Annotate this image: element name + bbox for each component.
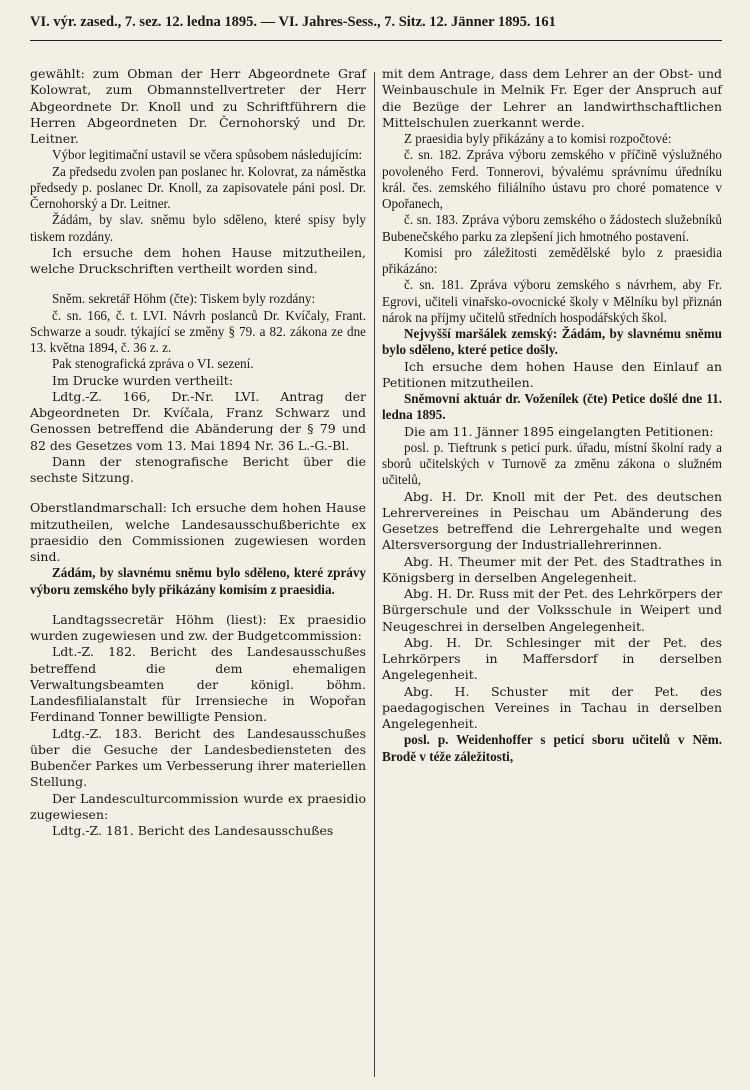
speaker-paragraph: Sněmovní aktuár dr. Voženílek (čte) Petice došlé dne 11. ledna 1895.	[382, 391, 722, 423]
paragraph: č. sn. 182. Zpráva výboru zemského v příčině výslužného povoleného Ferd. Tonnerovi, bývalému správnímu úředníku král. čes. zemského filiálního ústavu pro choré pomatence v Opořanech,	[382, 147, 722, 211]
paragraph: Abg. H. Schuster mit der Pet. des paedagogischen Vereines in Tachau in derselben Angelegenheit.	[382, 683, 722, 731]
paragraph: Der Landesculturcommission wurde ex praesidio zugewiesen:	[30, 790, 366, 822]
right-column	[382, 66, 722, 765]
speaker-paragraph: Sněm. sekretář Höhm (čte): Tiskem byly rozdány:	[52, 291, 316, 307]
paragraph: posl. p. Weidenhoffer s peticí sboru učitelů v Něm. Brodě v téže záležitosti,	[382, 732, 722, 764]
paragraph: Die am 11. Jänner 1895 eingelangten Petitionen:	[404, 423, 714, 439]
paragraph: Ich ersuche dem hohen Hause den Einlauf an Petitionen mitzutheilen.	[382, 358, 722, 390]
left-column	[30, 66, 366, 839]
paragraph: Z praesidia byly přikázány a to komisi rozpočtové:	[404, 131, 672, 146]
paragraph: Dann der stenografische Bericht über die sechste Sitzung.	[30, 453, 366, 485]
header-rule	[30, 40, 722, 41]
paragraph: mit dem Antrage, dass dem Lehrer an der Obst- und Weinbauschule in Melnik Fr. Eger der Anspruch auf die Bezüge der Lehrer an landwirthschaftlichen Mittelschulen zuerkannt werde.	[382, 66, 722, 130]
paragraph: Abg. H. Dr. Russ mit der Pet. des Lehrkörpers der Bürgerschule und der Volksschule in Weipert und Neugeschrei in derselben Angelegenheit.	[382, 586, 722, 634]
paragraph: Im Drucke wurden vertheilt:	[52, 372, 234, 388]
speaker-paragraph: Landtagssecretär Höhm (liest): Ex praesidio wurden zugewiesen und zw. der Budgetcommission:	[30, 611, 366, 643]
paragraph: Abg. H. Dr. Knoll mit der Pet. des deutschen Lehrervereines in Peischau um Abänderung des Gesetzes betreffend die Lehrergehalte und wegen Altersversorgung der Industriallehrerinnen.	[382, 488, 722, 553]
paragraph: Abg. H. Dr. Schlesinger mit der Pet. des Lehrkörpers in Maffersdorf in derselben Angelegenheit.	[382, 634, 722, 683]
paragraph: Pak stenografická zpráva o VI. sezení.	[52, 356, 254, 372]
paragraph: Ldtg.-Z. 166, Dr.-Nr. LVI. Antrag der Abgeordneten Dr. Kvíčala, Franz Schwarz und Genossen betreffend die Abänderung der § 79 und 82 des Gesetzes vom 13. Mai 1894 Nr. 36 L.-G.-Bl.	[30, 388, 366, 453]
paragraph: č. sn. 183. Zpráva výboru zemského o žádostech služebníků Bubenečského parku za zlepšení jich hmotného postavení.	[382, 212, 722, 244]
paragraph: Zádám, by slavnému sněmu bylo sděleno, které zprávy výboru zemského byly přikázány komisím z praesidia.	[30, 565, 366, 597]
paragraph: Ldtg.-Z. 181. Bericht des Landesausschußes	[52, 823, 334, 838]
speaker-paragraph: Nejvyšší maršálek zemský: Žádám, by slavnému sněmu bylo sděleno, které petice došly.	[382, 326, 722, 358]
paragraph: posl. p. Tieftrunk s peticí purk. úřadu, místní školní rady a sborů učitelských v Turnově za změnu zákona o služném učitelů,	[382, 439, 722, 488]
paragraph: Komisi pro záležitosti zemědělské bylo z praesidia přikázáno:	[382, 244, 722, 276]
paragraph: č. sn. 181. Zpráva výboru zemského s návrhem, aby Fr. Egrovi, učiteli vinařsko-ovocnické školy v Mělníku byl přiznán nárok na příjmy učitelů středních hospodářských škol.	[382, 277, 722, 325]
paragraph: Za předsedu zvolen pan poslanec hr. Kolovrat, za náměstka předsedy p. poslanec Dr. Knoll, za zapisovatele páni posl. Dr. Černohorský a Dr. Leitner.	[30, 163, 366, 211]
paragraph: Žádám, by slav. sněmu bylo sděleno, které spisy byly tiskem rozdány.	[30, 212, 366, 244]
speaker-paragraph: Oberstlandmarschall: Ich ersuche dem hohen Hause mitzutheilen, welche Landesausschußberichte ex praesidio den Commissionen zugewiesen worden sind.	[30, 500, 366, 564]
paragraph: Výbor legitimační ustavil se včera spůsobem následujícím:	[52, 147, 363, 163]
paragraph: gewählt: zum Obman der Herr Abgeordnete Graf Kolowrat, zum Obmannstellvertreter der Herr Abgeordnete Dr. Knoll und zu Schriftführern die Herren Abgeordneten Dr. Černohorský und Dr. Leitner.	[30, 66, 366, 146]
page-header: VI. výr. zased., 7. sez. 12. ledna 1895. — VI. Jahres-Sess., 7. Sitz. 12. Jänner 1895. 161	[30, 14, 556, 30]
paragraph: Ich ersuche dem hohen Hause mitzutheilen, welche Druckschriften vertheilt worden sind.	[30, 244, 366, 276]
paragraph: Ldt.-Z. 182. Bericht des Landesausschußes betreffend die dem ehemaligen Verwaltungsbeamten der königl. böhm. Landesfilialanstalt für Irrensieche in Wopořan Ferdinand Tonner bewilligte Pension.	[30, 644, 366, 725]
paragraph: Ldtg.-Z. 183. Bericht des Landesausschußes über die Gesuche der Landesbediensteten des Bubenčer Parkes um Verbesserung ihrer materiellen Stellung.	[30, 725, 366, 790]
paragraph: Abg. H. Theumer mit der Pet. des Stadtrathes in Königsberg in derselben Angelegenheit.	[382, 553, 722, 585]
column-divider	[374, 72, 375, 1077]
paragraph: č. sn. 166, č. t. LVI. Návrh poslanců Dr. Kvíčaly, Frant. Schwarze a soudr. týkající se změny § 79. a 82. zákona ze dne 13. května 1894, č. 36 z. z.	[30, 307, 366, 355]
